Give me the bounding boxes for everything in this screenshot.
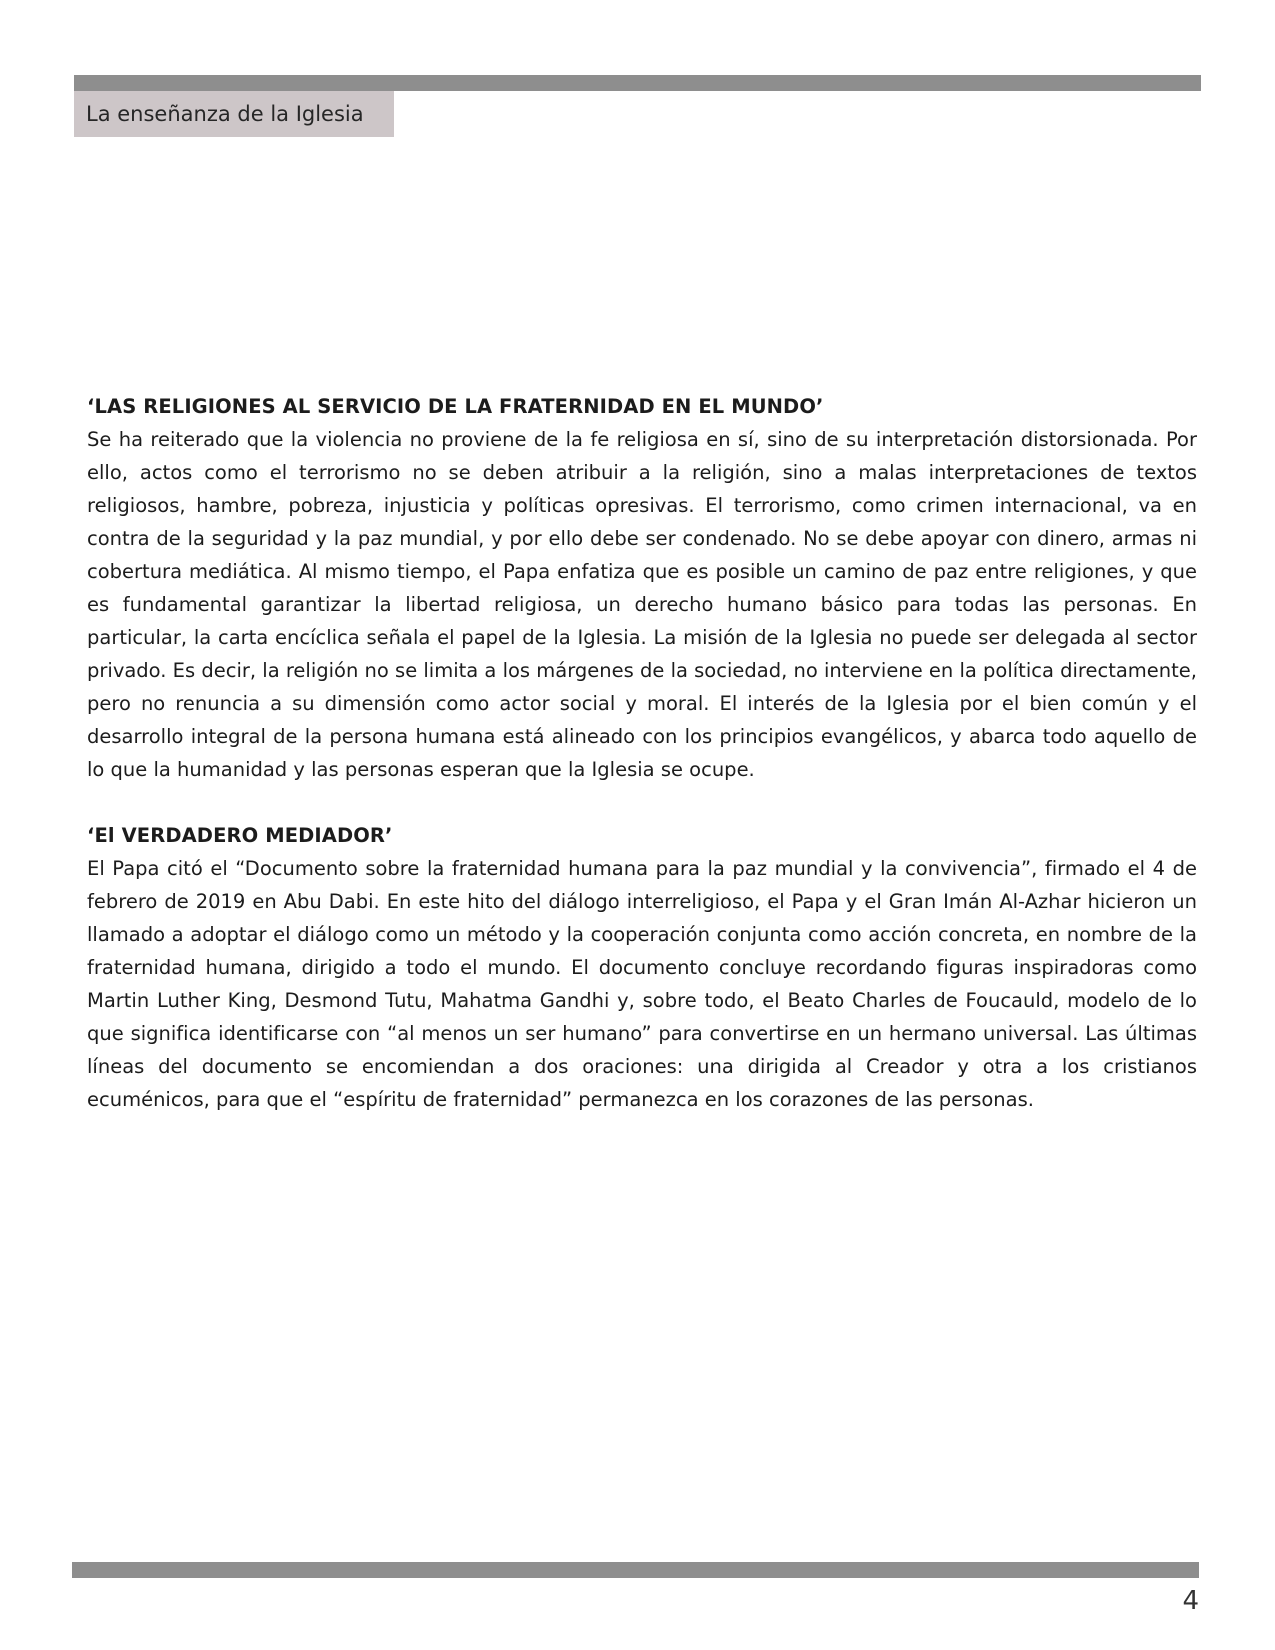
- top-divider-bar: [74, 75, 1201, 91]
- section-heading-mediador: ‘El VERDADERO MEDIADOR’: [87, 824, 393, 847]
- paragraph-mediador: El Papa citó el “Documento sobre la fraternidad humana para la paz mundial y la convivencia”, firmado el 4 de febrero de 2019 en Abu Dabi. En este hito del diálogo interreligioso, el Papa y el Gran Imán Al-Azhar hicieron un llamado a adoptar el diálogo como un método y la cooperación conjunta como acción concreta, en nombre de la fraternidad humana, dirigido a todo el mundo. El documento concluye recordando figuras inspiradoras como Martin Luther King, Desmond Tutu, Mahatma Gandhi y, sobre todo, el Beato Charles de Foucauld, modelo de lo que significa identificarse con “al menos un ser humano” para convertirse en un hermano universal. Las últimas líneas del documento se encomiendan a dos oraciones: una dirigida al Creador y otra a los cristianos ecuménicos, para que el “espíritu de fraternidad” permanezca en los corazones de las personas.: [87, 857, 1197, 1111]
- paragraph-religiones: Se ha reiterado que la violencia no proviene de la fe religiosa en sí, sino de su interpretación distorsionada. Por ello, actos como el terrorismo no se deben atribuir a la religión, sino a malas interpretaciones de textos religiosos, hambre, pobreza, injusticia y políticas opresivas. El terrorismo, como crimen internacional, va en contra de la seguridad y la paz mundial, y por ello debe ser condenado. No se debe apoyar con dinero, armas ni cobertura mediática. Al mismo tiempo, el Papa enfatiza que es posible un camino de paz entre religiones, y que es fundamental garantizar la libertad religiosa, un derecho humano básico para todas las personas. En particular, la carta encíclica señala el papel de la Iglesia. La misión de la Iglesia no puede ser delegada al sector privado. Es decir, la religión no se limita a los márgenes de la sociedad, no interviene en la política directamente, pero no renuncia a su dimensión como actor social y moral. El interés de la Iglesia por el bien común y el desarrollo integral de la persona humana está alineado con los principios evangélicos, y abarca todo aquello de lo que la humanidad y las personas esperan que la Iglesia se ocupe.: [87, 428, 1197, 781]
- bottom-divider-bar: [72, 1562, 1199, 1578]
- section-spacer: [87, 786, 1197, 819]
- section-heading-religiones: ‘LAS RELIGIONES AL SERVICIO DE LA FRATERNIDAD EN EL MUNDO’: [87, 395, 824, 418]
- page-number: 4: [1182, 1586, 1199, 1616]
- section-label: La enseñanza de la Iglesia: [74, 91, 394, 137]
- article-body: [87, 390, 1197, 1116]
